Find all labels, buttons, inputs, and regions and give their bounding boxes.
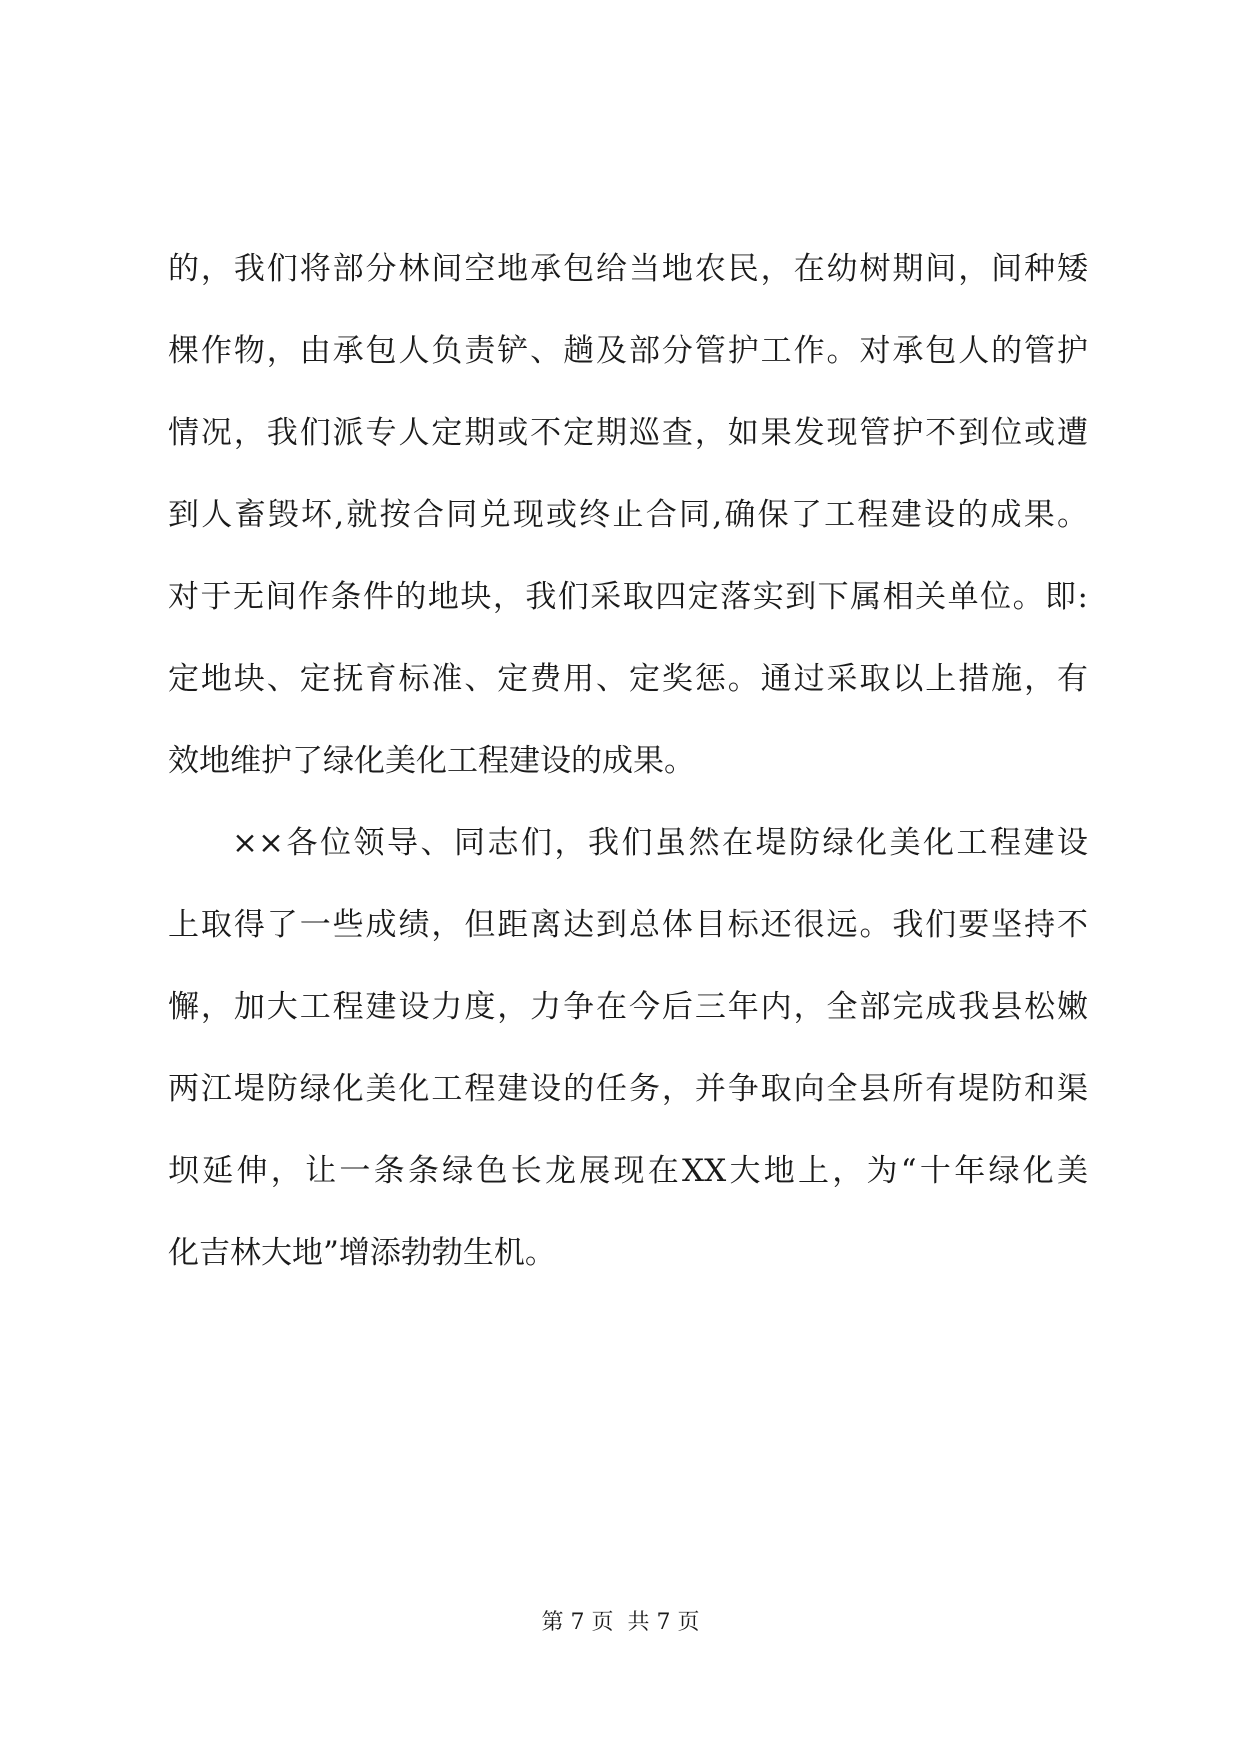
paragraph-1-line-7: 效地维护了绿化美化工程建设的成果。 (168, 743, 695, 779)
paragraph-1-line-4: 到人畜毁坏,就按合同兑现或终止合同,确保了工程建设的成果。 (168, 497, 1088, 533)
paragraph-2-line-2: 上取得了一些成绩，但距离达到总体目标还很远。我们要坚持不 (168, 907, 1088, 943)
paragraph-1-line-1: 的，我们将部分林间空地承包给当地农民，在幼树期间，间种矮 (168, 251, 1088, 287)
document-body (168, 228, 1088, 1294)
page-number: 第 7 页 (541, 1610, 614, 1635)
paragraph-2-line-1: ××各位领导、同志们，我们虽然在堤防绿化美化工程建设 (232, 825, 1088, 861)
paragraph-1-line-2: 棵作物，由承包人负责铲、趟及部分管护工作。对承包人的管护 (168, 333, 1088, 369)
paragraph-1-line-6: 定地块、定抚育标准、定费用、定奖惩。通过采取以上措施，有 (168, 661, 1088, 697)
page-footer (0, 1608, 1241, 1638)
paragraph-2-line-4: 两江堤防绿化美化工程建设的任务，并争取向全县所有堤防和渠 (168, 1071, 1088, 1107)
paragraph-2-line-3: 懈，加大工程建设力度，力争在今后三年内，全部完成我县松嫩 (168, 989, 1088, 1025)
paragraph-1-line-3: 情况，我们派专人定期或不定期巡查，如果发现管护不到位或遭 (168, 415, 1088, 451)
paragraph-2-line-5: 坝延伸，让一条条绿色长龙展现在XX大地上，为“十年绿化美 (168, 1153, 1088, 1189)
paragraph-1-line-5: 对于无间作条件的地块，我们采取四定落实到下属相关单位。即: (168, 579, 1088, 615)
total-pages: 共 7 页 (627, 1610, 700, 1635)
paragraph-2-line-6: 化吉林大地”增添勃勃生机。 (168, 1235, 556, 1271)
